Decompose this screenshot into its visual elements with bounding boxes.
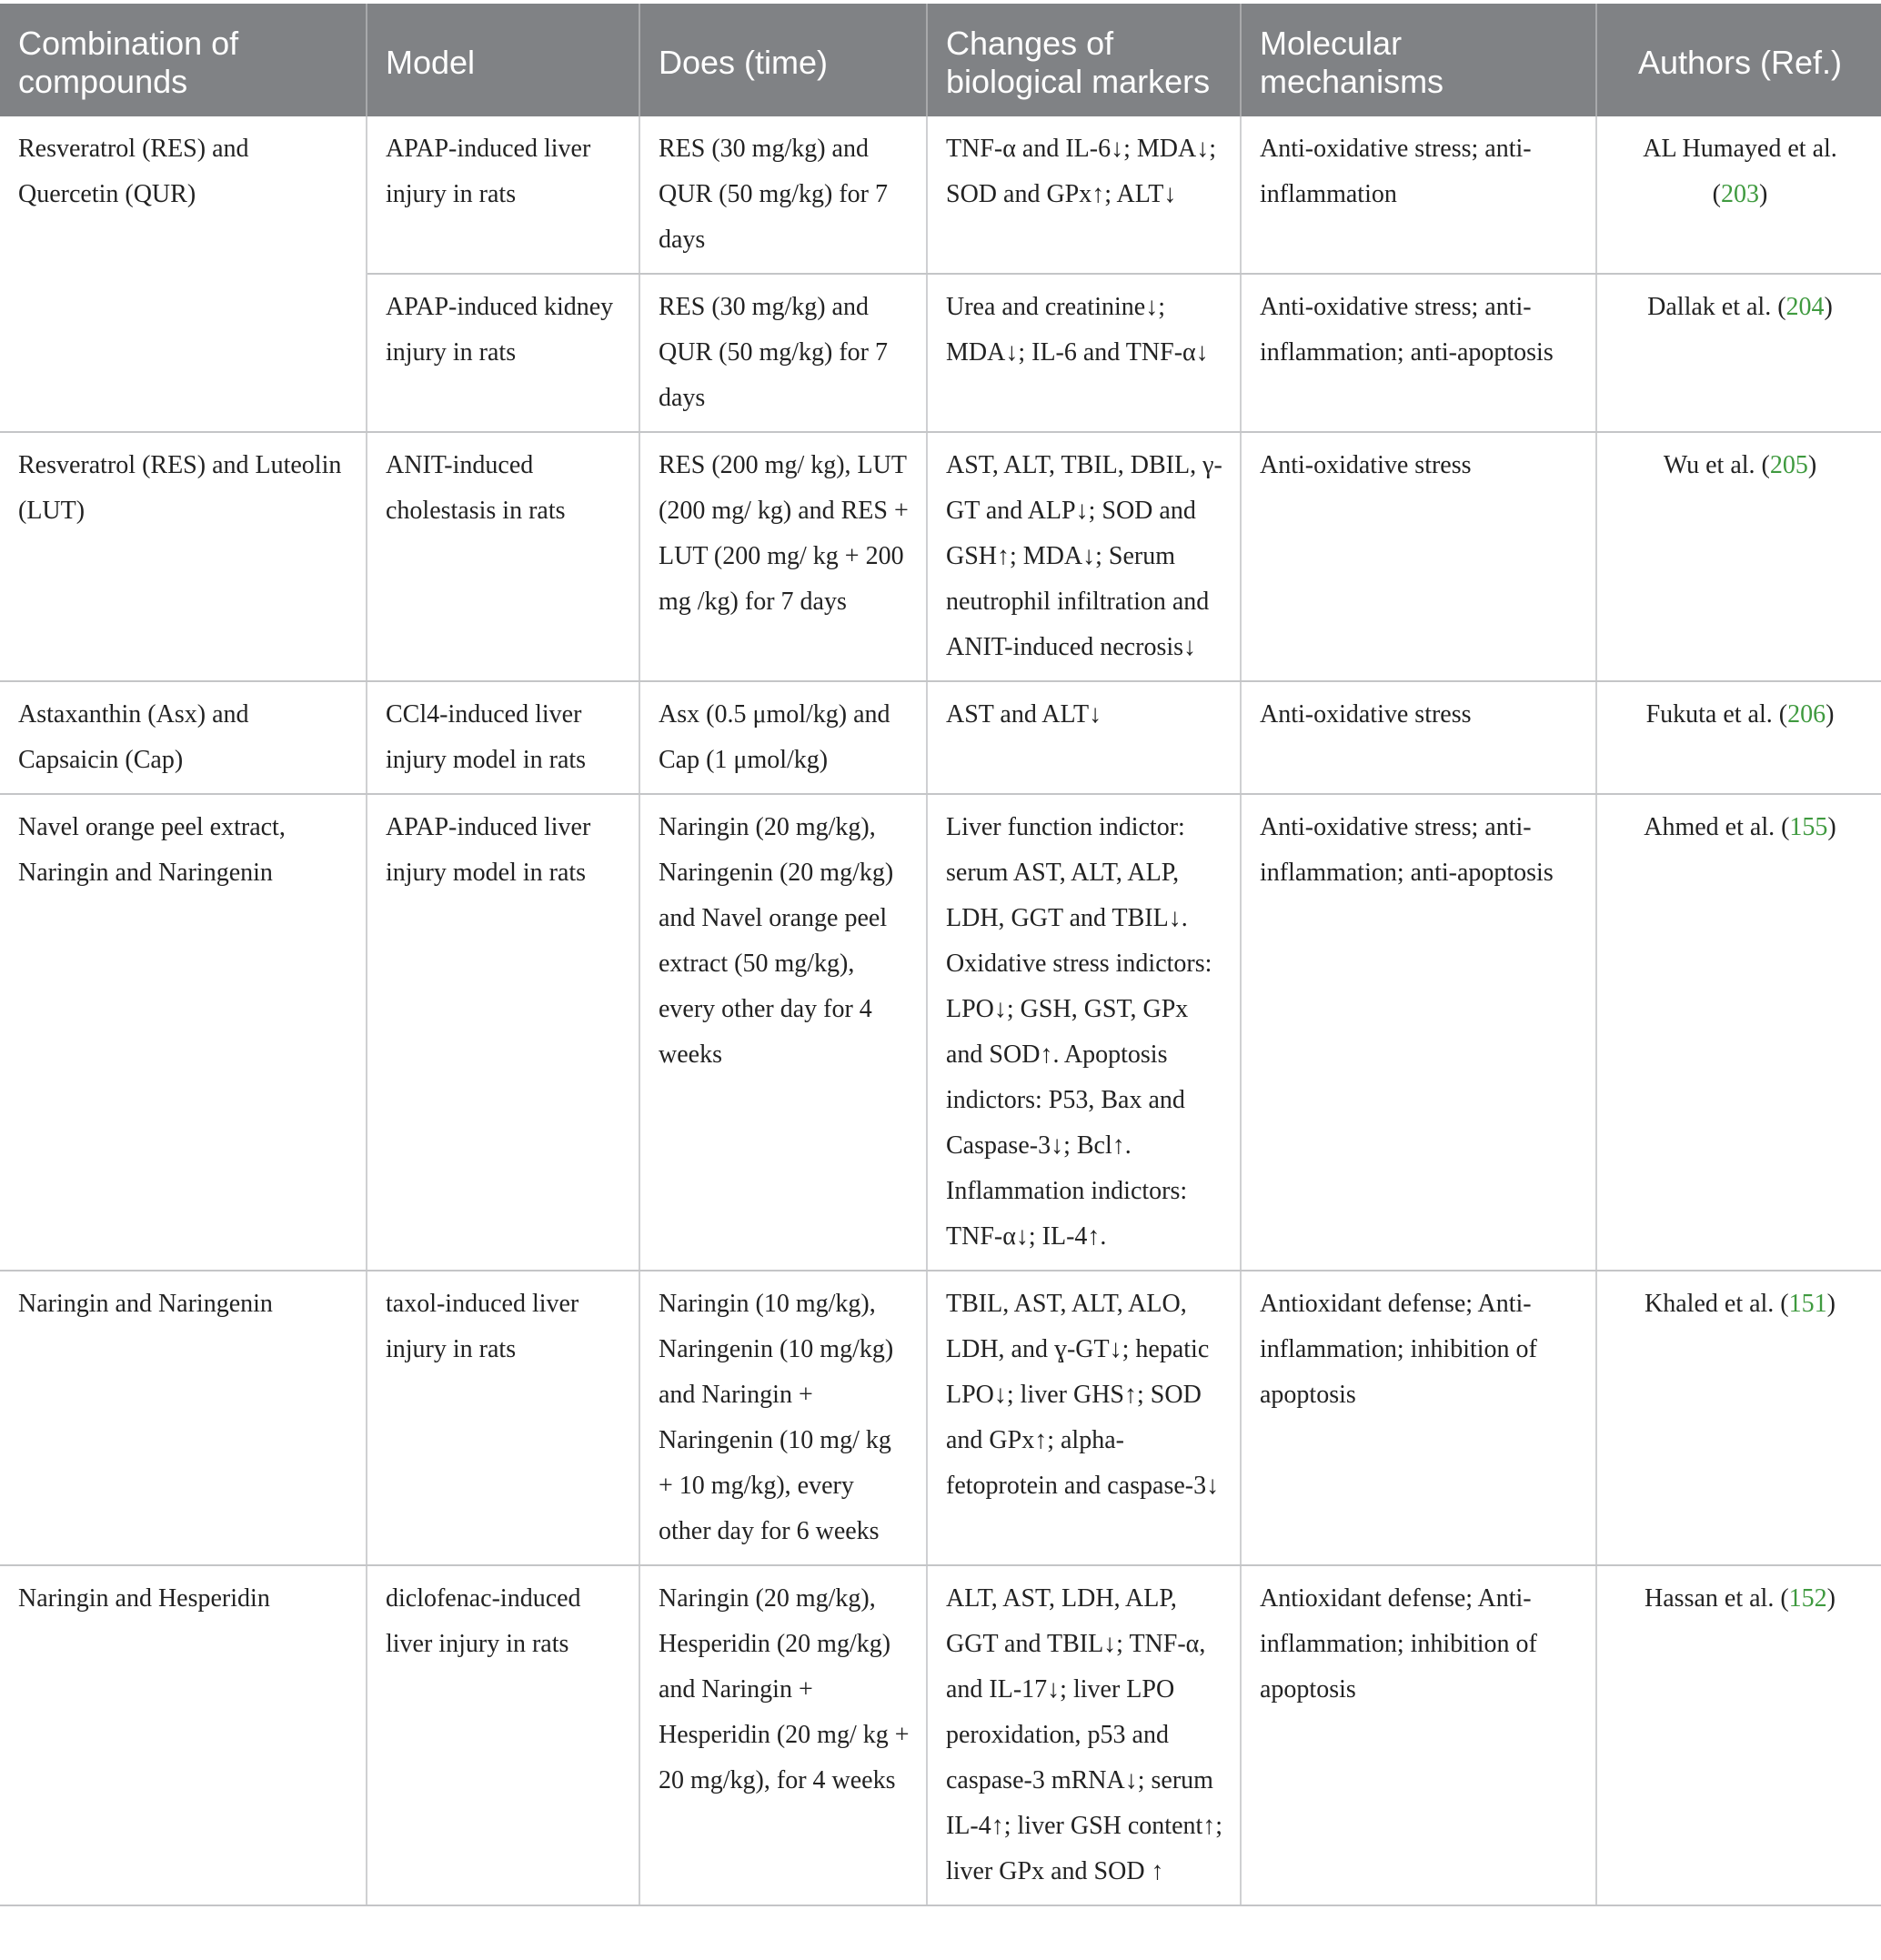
reference-link[interactable]: 206 (1787, 700, 1826, 729)
cell-model: APAP-induced liver injury model in rats (367, 794, 639, 1271)
cell-markers: AST, ALT, TBIL, DBIL, γ-GT and ALP↓; SOD and GSH↑; MDA↓; Serum neutrophil infiltration and ANIT-induced necrosis↓ (927, 432, 1241, 681)
cell-model: taxol-induced liver injury in rats (367, 1271, 639, 1565)
cell-model: APAP-induced kidney injury in rats (367, 274, 639, 432)
author-name: Wu et al. ( (1663, 451, 1770, 479)
cell-author (1596, 116, 1881, 274)
cell-model: diclofenac-induced liver injury in rats (367, 1565, 639, 1905)
table-row (0, 116, 1881, 274)
cell-author (1596, 274, 1881, 432)
author-name: Hassan et al. ( (1645, 1584, 1789, 1613)
reference-link[interactable]: 204 (1785, 293, 1825, 321)
author-name: Fukuta et al. ( (1645, 700, 1788, 729)
cell-dose: RES (30 mg/kg) and QUR (50 mg/kg) for 7 days (639, 116, 927, 274)
author-close: ) (1827, 813, 1836, 841)
header-row (0, 4, 1881, 116)
cell-author (1596, 432, 1881, 681)
cell-author (1596, 681, 1881, 794)
cell-dose: Naringin (10 mg/kg), Naringenin (10 mg/kg) and Naringin + Naringenin (10 mg/ kg + 10 mg/kg), every other day for 6 weeks (639, 1271, 927, 1565)
cell-markers: Liver function indictor: serum AST, ALT, ALP, LDH, GGT and TBIL↓. Oxidative stress indictors: LPO↓; GSH, GST, GPx and SOD↑. Apoptosis indictors: P53, Bax and Caspase-3↓; Bcl↑. Inflammation indictors: TNF-α↓; IL-4↑. (927, 794, 1241, 1271)
table-container (0, 4, 1881, 1906)
table-row (0, 794, 1881, 1271)
cell-markers: ALT, AST, LDH, ALP, GGT and TBIL↓; TNF-α, and IL-17↓; liver LPO peroxidation, p53 and caspase-3 mRNA↓; serum IL-4↑; liver GSH content↑; liver GPx and SOD ↑ (927, 1565, 1241, 1905)
author-close: ) (1824, 293, 1833, 321)
cell-mechanisms: Anti-oxidative stress (1241, 681, 1596, 794)
author-name: Khaled et al. ( (1645, 1290, 1789, 1318)
cell-dose: Asx (0.5 μmol/kg) and Cap (1 μmol/kg) (639, 681, 927, 794)
cell-dose: RES (200 mg/ kg), LUT (200 mg/ kg) and RES + LUT (200 mg/ kg + 200 mg /kg) for 7 days (639, 432, 927, 681)
reference-link[interactable]: 205 (1769, 451, 1808, 479)
reference-link[interactable]: 151 (1788, 1290, 1827, 1318)
header-dose: Does (time) (639, 4, 927, 116)
cell-markers: AST and ALT↓ (927, 681, 1241, 794)
cell-combination: Resveratrol (RES) and Quercetin (QUR) (0, 116, 367, 432)
cell-dose: Naringin (20 mg/kg), Hesperidin (20 mg/kg) and Naringin + Hesperidin (20 mg/ kg + 20 mg/kg), for 4 weeks (639, 1565, 927, 1905)
cell-mechanisms: Antioxidant defense; Anti-inflammation; inhibition of apoptosis (1241, 1271, 1596, 1565)
cell-author (1596, 1565, 1881, 1905)
cell-combination: Navel orange peel extract, Naringin and Naringenin (0, 794, 367, 1271)
header-model: Model (367, 4, 639, 116)
author-name: AL Humayed et al. ( (1643, 135, 1837, 208)
cell-dose: RES (30 mg/kg) and QUR (50 mg/kg) for 7 days (639, 274, 927, 432)
cell-model: APAP-induced liver injury in rats (367, 116, 639, 274)
cell-markers: Urea and creatinine↓; MDA↓; IL-6 and TNF-α↓ (927, 274, 1241, 432)
header-markers: Changes of biological markers (927, 4, 1241, 116)
author-name: Dallak et al. ( (1647, 293, 1786, 321)
cell-author (1596, 1271, 1881, 1565)
cell-model: CCl4-induced liver injury model in rats (367, 681, 639, 794)
author-close: ) (1826, 700, 1835, 729)
cell-mechanisms: Anti-oxidative stress; anti-inflammation; anti-apoptosis (1241, 794, 1596, 1271)
compound-combination-table (0, 4, 1881, 1906)
reference-link[interactable]: 203 (1721, 180, 1759, 208)
cell-mechanisms: Anti-oxidative stress; anti-inflammation (1241, 116, 1596, 274)
header-combination: Combination of compounds (0, 4, 367, 116)
cell-dose: Naringin (20 mg/kg), Naringenin (20 mg/kg) and Navel orange peel extract (50 mg/kg), every other day for 4 weeks (639, 794, 927, 1271)
cell-mechanisms: Anti-oxidative stress (1241, 432, 1596, 681)
reference-link[interactable]: 152 (1788, 1584, 1827, 1613)
cell-markers: TBIL, AST, ALT, ALO, LDH, and ɣ-GT↓; hepatic LPO↓; liver GHS↑; SOD and GPx↑; alpha-fetoprotein and caspase-3↓ (927, 1271, 1241, 1565)
cell-combination: Naringin and Naringenin (0, 1271, 367, 1565)
cell-markers: TNF-α and IL-6↓; MDA↓; SOD and GPx↑; ALT↓ (927, 116, 1241, 274)
table-row (0, 681, 1881, 794)
author-close: ) (1826, 1290, 1836, 1318)
author-close: ) (1826, 1584, 1836, 1613)
header-mechanisms: Molecular mechanisms (1241, 4, 1596, 116)
cell-model: ANIT-induced cholestasis in rats (367, 432, 639, 681)
cell-combination: Astaxanthin (Asx) and Capsaicin (Cap) (0, 681, 367, 794)
table-row (0, 1565, 1881, 1905)
reference-link[interactable]: 155 (1789, 813, 1828, 841)
cell-mechanisms: Antioxidant defense; Anti-inflammation; inhibition of apoptosis (1241, 1565, 1596, 1905)
author-name: Ahmed et al. ( (1644, 813, 1790, 841)
header-authors: Authors (Ref.) (1596, 4, 1881, 116)
cell-mechanisms: Anti-oxidative stress; anti-inflammation; anti-apoptosis (1241, 274, 1596, 432)
author-close: ) (1807, 451, 1817, 479)
table-row (0, 1271, 1881, 1565)
table-row (0, 432, 1881, 681)
cell-combination: Naringin and Hesperidin (0, 1565, 367, 1905)
cell-combination: Resveratrol (RES) and Luteolin (LUT) (0, 432, 367, 681)
author-close: ) (1759, 180, 1768, 208)
cell-author (1596, 794, 1881, 1271)
